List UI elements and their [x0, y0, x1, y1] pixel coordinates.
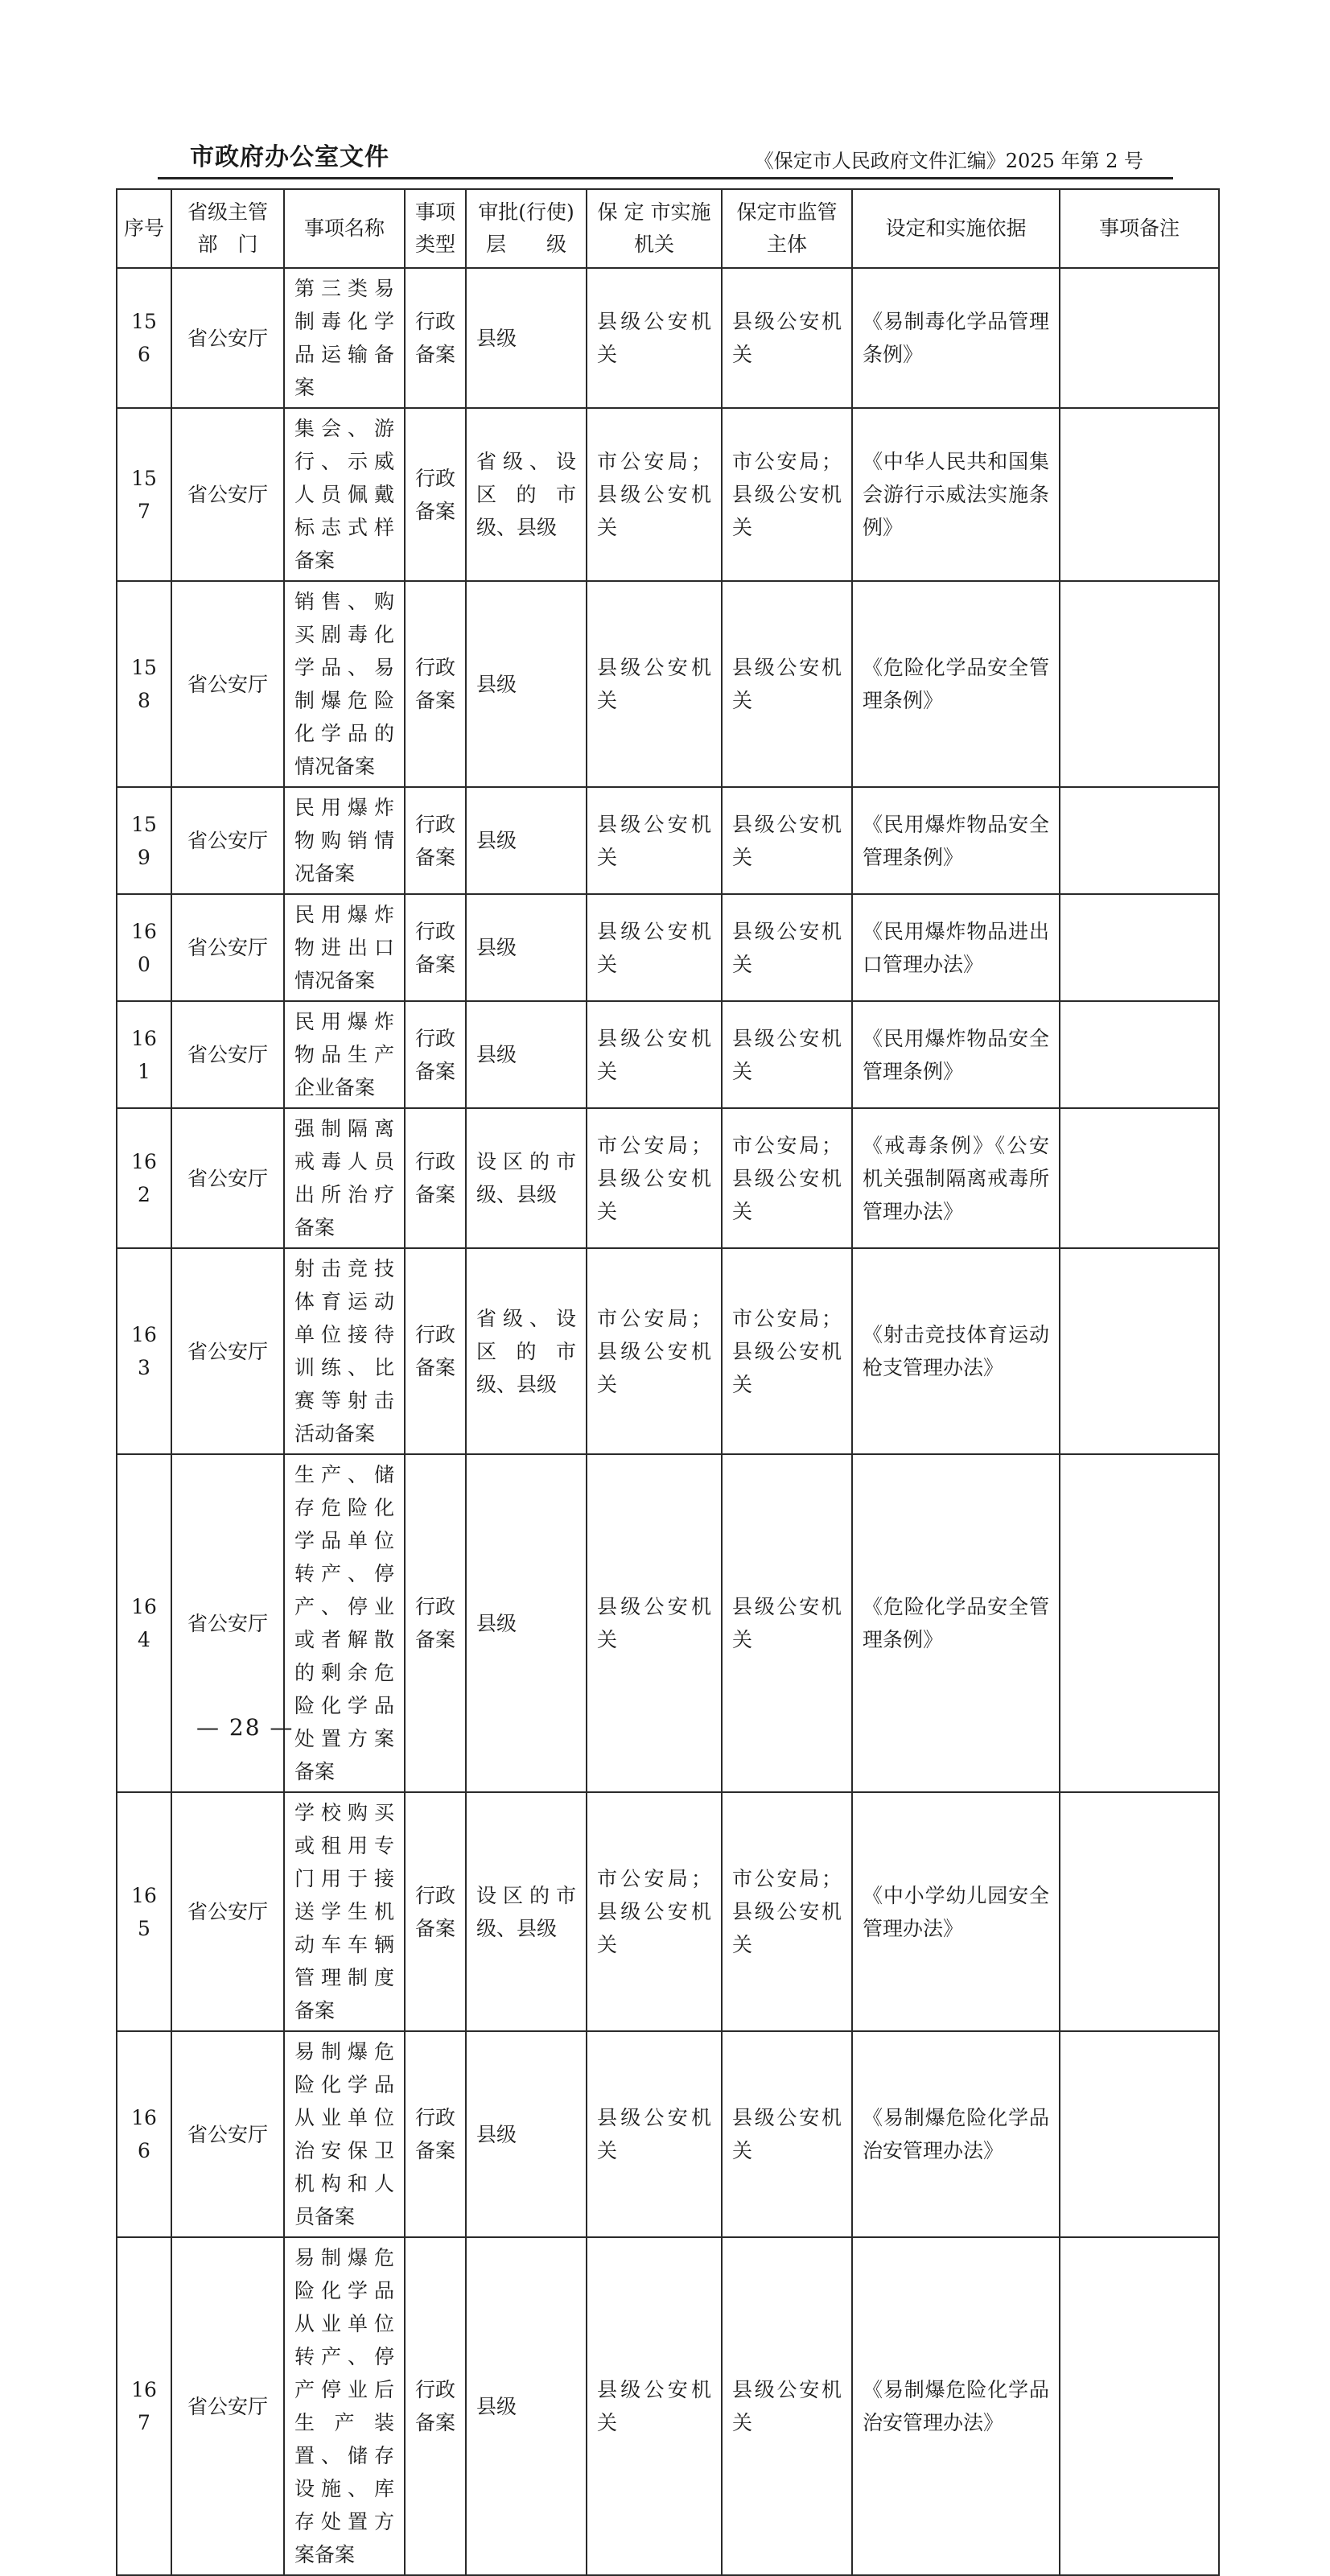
table-row: [117, 268, 1219, 408]
cell-item-name: 集会、游行、示威人员佩戴标志式样备案: [284, 408, 405, 581]
cell-supervising-body: 县级公安机关: [722, 787, 852, 894]
cell-item-type: 行政备案: [405, 787, 466, 894]
cell-approval-level: 县级: [466, 2237, 587, 2575]
cell-implementing-agency: 市公安局；县级公安机关: [587, 1792, 722, 2031]
cell-implementing-agency: 县级公安机关: [587, 268, 722, 408]
document-source-title: 市政府办公室文件: [190, 143, 389, 171]
cell-note: [1060, 581, 1219, 787]
cell-dept: 省公安厅: [171, 1108, 284, 1248]
cell-note: [1060, 268, 1219, 408]
cell-item-name: 民用爆炸物购销情况备案: [284, 787, 405, 894]
cell-item-name: 强制隔离戒毒人员出所治疗备案: [284, 1108, 405, 1248]
table-row: [117, 2031, 1219, 2237]
col-header-type: 事项类型: [405, 189, 466, 268]
table-header-row: [117, 189, 1219, 268]
cell-implementing-agency: 市公安局；县级公安机关: [587, 1248, 722, 1454]
cell-legal-basis: 《危险化学品安全管理条例》: [852, 581, 1060, 787]
table-row: [117, 408, 1219, 581]
cell-note: [1060, 2031, 1219, 2237]
cell-legal-basis: 《民用爆炸物品安全管理条例》: [852, 1001, 1060, 1108]
cell-implementing-agency: 县级公安机关: [587, 787, 722, 894]
cell-no: 162: [117, 1108, 171, 1248]
cell-approval-level: 设区的市级、县级: [466, 1792, 587, 2031]
cell-note: [1060, 787, 1219, 894]
cell-legal-basis: 《射击竞技体育运动枪支管理办法》: [852, 1248, 1060, 1454]
cell-note: [1060, 1248, 1219, 1454]
cell-no: 160: [117, 894, 171, 1001]
table-body: [117, 268, 1219, 2575]
cell-item-name: 民用爆炸物品生产企业备案: [284, 1001, 405, 1108]
cell-item-name: 生产、储存危险化学品单位转产、停产、停业或者解散的剩余危险化学品处置方案备案: [284, 1454, 405, 1792]
cell-no: 161: [117, 1001, 171, 1108]
cell-no: 156: [117, 268, 171, 408]
cell-note: [1060, 1792, 1219, 2031]
filing-items-table: [116, 188, 1220, 2576]
cell-legal-basis: 《中华人民共和国集会游行示威法实施条例》: [852, 408, 1060, 581]
cell-implementing-agency: 县级公安机关: [587, 1454, 722, 1792]
cell-no: 158: [117, 581, 171, 787]
cell-dept: 省公安厅: [171, 1001, 284, 1108]
cell-dept: 省公安厅: [171, 2237, 284, 2575]
cell-item-type: 行政备案: [405, 581, 466, 787]
cell-approval-level: 县级: [466, 268, 587, 408]
cell-legal-basis: 《易制爆危险化学品治安管理办法》: [852, 2237, 1060, 2575]
col-header-dept: 省级主管部 门: [171, 189, 284, 268]
cell-item-type: 行政备案: [405, 2031, 466, 2237]
cell-approval-level: 设区的市级、县级: [466, 1108, 587, 1248]
cell-legal-basis: 《民用爆炸物品进出口管理办法》: [852, 894, 1060, 1001]
table-row: [117, 787, 1219, 894]
cell-item-type: 行政备案: [405, 2237, 466, 2575]
cell-item-type: 行政备案: [405, 1001, 466, 1108]
cell-item-name: 易制爆危险化学品从业单位转产、停产停业后生产装置、储存设施、库存处置方案备案: [284, 2237, 405, 2575]
cell-supervising-body: 县级公安机关: [722, 268, 852, 408]
col-header-note: 事项备注: [1060, 189, 1219, 268]
table-row: [117, 581, 1219, 787]
cell-approval-level: 县级: [466, 787, 587, 894]
cell-note: [1060, 408, 1219, 581]
cell-note: [1060, 894, 1219, 1001]
cell-item-name: 易制爆危险化学品从业单位治安保卫机构和人员备案: [284, 2031, 405, 2237]
cell-item-name: 射击竞技体育运动单位接待训练、比赛等射击活动备案: [284, 1248, 405, 1454]
col-header-supervisor: 保定市监管主体: [722, 189, 852, 268]
cell-supervising-body: 县级公安机关: [722, 2031, 852, 2237]
cell-supervising-body: 县级公安机关: [722, 581, 852, 787]
cell-item-type: 行政备案: [405, 268, 466, 408]
cell-implementing-agency: 市公安局；县级公安机关: [587, 408, 722, 581]
col-header-no: 序号: [117, 189, 171, 268]
cell-note: [1060, 1001, 1219, 1108]
table-row: [117, 1454, 1219, 1792]
cell-approval-level: 县级: [466, 894, 587, 1001]
cell-implementing-agency: 县级公安机关: [587, 2031, 722, 2237]
cell-note: [1060, 2237, 1219, 2575]
cell-no: 157: [117, 408, 171, 581]
cell-item-name: 第三类易制毒化学品运输备案: [284, 268, 405, 408]
cell-dept: 省公安厅: [171, 1248, 284, 1454]
cell-legal-basis: 《民用爆炸物品安全管理条例》: [852, 787, 1060, 894]
cell-item-type: 行政备案: [405, 1792, 466, 2031]
cell-item-type: 行政备案: [405, 1108, 466, 1248]
cell-item-name: 学校购买或租用专门用于接送学生机动车车辆管理制度备案: [284, 1792, 405, 2031]
col-header-agency: 保 定 市实施机关: [587, 189, 722, 268]
cell-implementing-agency: 市公安局；县级公安机关: [587, 1108, 722, 1248]
cell-approval-level: 县级: [466, 581, 587, 787]
cell-supervising-body: 县级公安机关: [722, 1001, 852, 1108]
cell-no: 163: [117, 1248, 171, 1454]
cell-approval-level: 县级: [466, 1454, 587, 1792]
compilation-title: 《保定市人民政府文件汇编》2025 年第 2 号: [754, 150, 1143, 172]
table-row: [117, 1248, 1219, 1454]
cell-implementing-agency: 县级公安机关: [587, 1001, 722, 1108]
cell-dept: 省公安厅: [171, 787, 284, 894]
cell-no: 165: [117, 1792, 171, 2031]
cell-supervising-body: 县级公安机关: [722, 894, 852, 1001]
col-header-basis: 设定和实施依据: [852, 189, 1060, 268]
page-number: — 28 —: [196, 1714, 294, 1741]
cell-dept: 省公安厅: [171, 408, 284, 581]
cell-legal-basis: 《危险化学品安全管理条例》: [852, 1454, 1060, 1792]
table-row: [117, 894, 1219, 1001]
cell-dept: 省公安厅: [171, 2031, 284, 2237]
col-header-name: 事项名称: [284, 189, 405, 268]
cell-implementing-agency: 县级公安机关: [587, 2237, 722, 2575]
cell-approval-level: 县级: [466, 1001, 587, 1108]
cell-legal-basis: 《戒毒条例》《公安机关强制隔离戒毒所管理办法》: [852, 1108, 1060, 1248]
cell-supervising-body: 市公安局；县级公安机关: [722, 1108, 852, 1248]
cell-dept: 省公安厅: [171, 894, 284, 1001]
cell-item-type: 行政备案: [405, 1248, 466, 1454]
cell-no: 159: [117, 787, 171, 894]
cell-dept: 省公安厅: [171, 1454, 284, 1792]
cell-item-name: 民用爆炸物进出口情况备案: [284, 894, 405, 1001]
table-row: [117, 1001, 1219, 1108]
cell-supervising-body: 县级公安机关: [722, 1454, 852, 1792]
cell-approval-level: 省级、设区的市级、县级: [466, 408, 587, 581]
col-header-level: 审批(行使)层 级: [466, 189, 587, 268]
cell-dept: 省公安厅: [171, 581, 284, 787]
cell-no: 166: [117, 2031, 171, 2237]
table-row: [117, 1792, 1219, 2031]
cell-no: 167: [117, 2237, 171, 2575]
cell-implementing-agency: 县级公安机关: [587, 894, 722, 1001]
cell-dept: 省公安厅: [171, 268, 284, 408]
cell-supervising-body: 县级公安机关: [722, 2237, 852, 2575]
cell-note: [1060, 1454, 1219, 1792]
cell-dept: 省公安厅: [171, 1792, 284, 2031]
header-rule: [158, 177, 1173, 179]
cell-item-type: 行政备案: [405, 894, 466, 1001]
cell-approval-level: 县级: [466, 2031, 587, 2237]
cell-legal-basis: 《易制毒化学品管理条例》: [852, 268, 1060, 408]
cell-implementing-agency: 县级公安机关: [587, 581, 722, 787]
cell-supervising-body: 市公安局；县级公安机关: [722, 408, 852, 581]
cell-legal-basis: 《易制爆危险化学品治安管理办法》: [852, 2031, 1060, 2237]
cell-supervising-body: 市公安局；县级公安机关: [722, 1248, 852, 1454]
cell-item-type: 行政备案: [405, 408, 466, 581]
cell-no: 164: [117, 1454, 171, 1792]
table-row: [117, 2237, 1219, 2575]
cell-approval-level: 省级、设区的市级、县级: [466, 1248, 587, 1454]
cell-note: [1060, 1108, 1219, 1248]
cell-legal-basis: 《中小学幼儿园安全管理办法》: [852, 1792, 1060, 2031]
cell-item-type: 行政备案: [405, 1454, 466, 1792]
table-row: [117, 1108, 1219, 1248]
cell-supervising-body: 市公安局；县级公安机关: [722, 1792, 852, 2031]
cell-item-name: 销售、购买剧毒化学品、易制爆危险化学品的情况备案: [284, 581, 405, 787]
